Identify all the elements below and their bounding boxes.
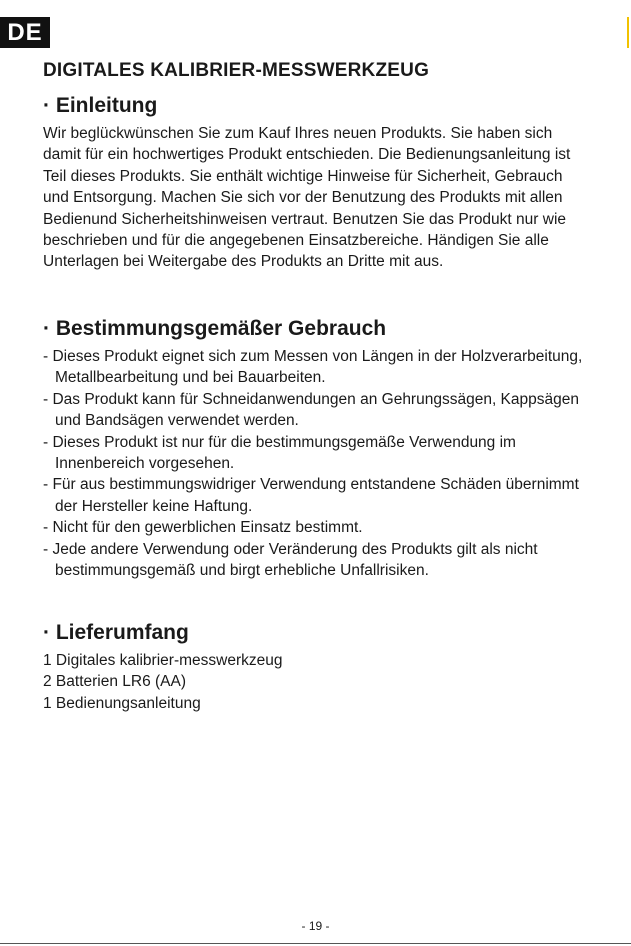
edge-mark [627,17,629,48]
list-item: - Jede andere Verwendung oder Veränderung des Produkts gilt als nicht bestimmungsgemäß und birgt erhebliche Unfallrisiken. [43,540,538,580]
list-item: - Für aus bestimmungswidriger Verwendung entstandene Schäden übernimmt der Hersteller keine Haftung. [43,476,579,515]
contents-heading: · Lieferumfang [43,621,189,644]
intended-use-heading: · Bestimmungsgemäßer Gebrauch [43,317,387,340]
contents-list [43,650,583,714]
list-item: - Dieses Produkt ist nur für die bestimmungsgemäße Verwendung im Innenbereich vorgesehen. [43,433,516,473]
intro-text: Wir beglückwünschen Sie zum Kauf Ihres neuen Produkts. Sie haben sich damit für ein hochwertiges Produkt entschieden. Die Bedienungsanleitung ist Teil dieses Produkts. Sie enthält wichtige Hinweise für Sicherheit, Gebrauch und Entsorgung. Machen Sie sich vor der Benutzung des Produkts mit allen Bedienund Sicherheitshinweisen vertraut. Benutzen Sie das Produkt nur wie beschrieben und für die angegebenen Einsatzbereiche. Händigen Sie alle Unterlagen bei Weitergabe des Produkts an Dritte mit aus. [43,125,571,271]
contents-section [43,620,583,714]
list-item: 2 Batterien LR6 (AA) [43,673,187,691]
language-badge: DE [0,17,50,48]
list-item: - Das Produkt kann für Schneidanwendungen an Gehrungssägen, Kappsägen und Bandsägen verwendet werden. [43,390,579,430]
list-item: - Dieses Produkt eignet sich zum Messen von Längen in der Holzverarbeitung, Metallbearbeitung und bei Bauarbeiten. [43,348,583,387]
intro-section [43,93,583,273]
intended-use-list [43,346,583,581]
page-number: - 19 - [301,919,330,933]
bottom-rule [0,943,631,944]
intro-heading: · Einleitung [43,94,158,117]
list-item: 1 Bedienungsanleitung [43,694,201,712]
document-title: DIGITALES KALIBRIER-MESSWERKZEUG [43,60,430,81]
list-item: - Nicht für den gewerblichen Einsatz bestimmt. [43,519,363,537]
list-item: 1 Digitales kalibrier-messwerkzeug [43,652,283,669]
intended-use-section [43,316,583,581]
